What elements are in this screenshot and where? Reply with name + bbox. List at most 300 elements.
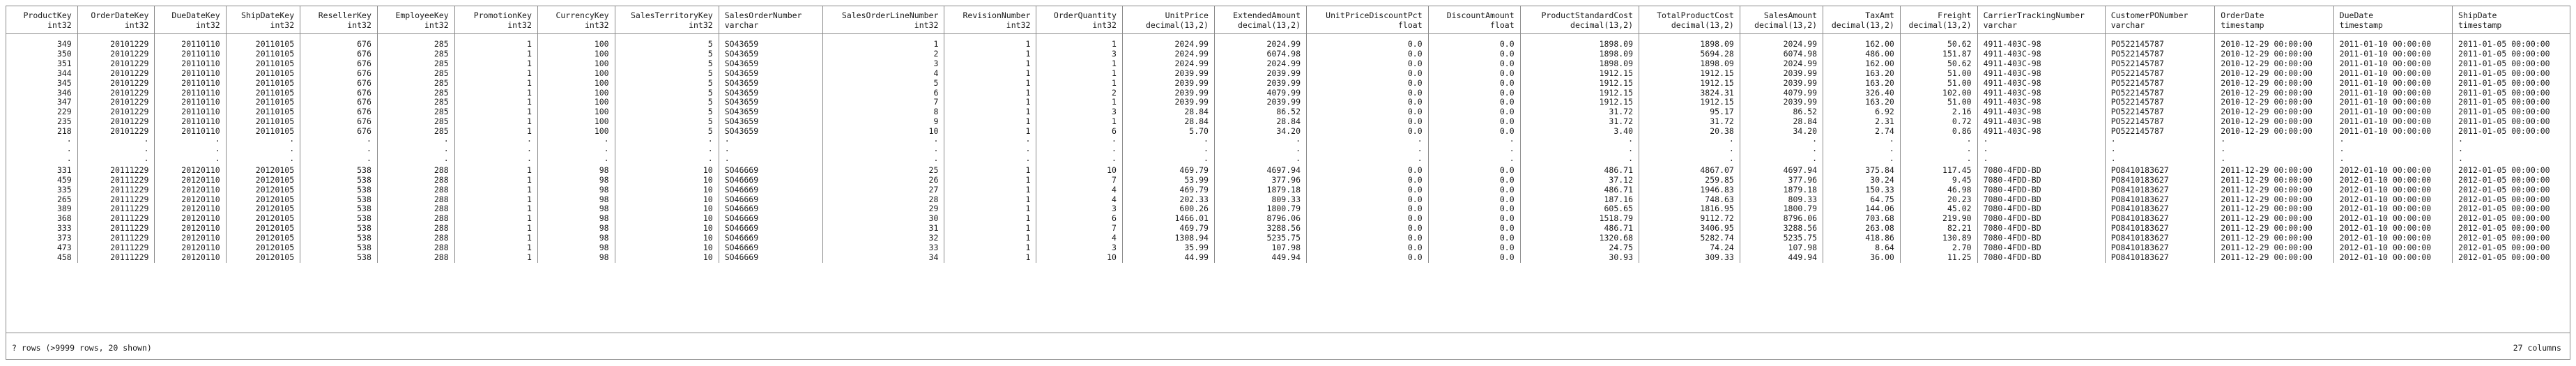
table-cell: PO8410183627 <box>2105 204 2215 214</box>
result-table-panel <box>6 6 2570 360</box>
table-cell: 1 <box>944 59 1036 69</box>
column-header-salesamount[interactable] <box>1740 6 1823 34</box>
table-cell: 5.70 <box>1122 127 1214 137</box>
table-cell: 0.0 <box>1307 176 1429 185</box>
table-cell: 5235.75 <box>1740 234 1823 243</box>
table-cell: SO43659 <box>719 98 822 107</box>
column-type: varchar <box>1983 20 2018 30</box>
table-cell: 538 <box>300 234 378 243</box>
column-name: PromotionKey <box>473 10 532 20</box>
table-cell: 10 <box>615 234 719 243</box>
table-row[interactable] <box>6 107 2570 117</box>
ellipsis-cell: · <box>1122 146 1214 156</box>
table-row[interactable] <box>6 49 2570 59</box>
table-cell: 2010-12-29 00:00:00 <box>2215 107 2333 117</box>
table-cell: 1912.15 <box>1520 98 1639 107</box>
table-cell: 7080-4FDD-BD <box>1977 195 2105 205</box>
table-cell: 1 <box>454 214 537 224</box>
table-row[interactable] <box>6 69 2570 79</box>
table-cell: 373 <box>6 234 77 243</box>
table-cell: 1 <box>454 195 537 205</box>
column-header-totalproductcost[interactable] <box>1639 6 1740 34</box>
ellipsis-cell: · <box>2105 137 2215 146</box>
table-row[interactable] <box>6 89 2570 98</box>
table-cell: 20110110 <box>155 107 226 117</box>
result-table <box>6 6 2570 263</box>
table-cell: 46.98 <box>1900 185 1977 195</box>
table-cell: 10 <box>615 214 719 224</box>
table-cell: 6.92 <box>1823 107 1901 117</box>
table-cell: 235 <box>6 117 77 127</box>
table-cell: 1 <box>454 127 537 137</box>
table-cell: 1 <box>944 195 1036 205</box>
column-header-duedate[interactable] <box>2333 6 2452 34</box>
table-cell: PO522145787 <box>2105 79 2215 89</box>
table-row[interactable] <box>6 34 2570 49</box>
column-header-promotionkey[interactable] <box>454 6 537 34</box>
table-cell: 163.20 <box>1823 79 1901 89</box>
table-cell: 2011-01-10 00:00:00 <box>2333 117 2452 127</box>
table-cell: 1800.79 <box>1740 204 1823 214</box>
ellipsis-cell: · <box>1900 137 1977 146</box>
table-row[interactable] <box>6 253 2570 263</box>
table-cell: 7080-4FDD-BD <box>1977 224 2105 234</box>
table-cell: 187.16 <box>1520 195 1639 205</box>
table-cell: 2010-12-29 00:00:00 <box>2215 49 2333 59</box>
table-cell: 5 <box>615 79 719 89</box>
table-cell: 469.79 <box>1122 166 1214 176</box>
column-type: decimal(13,2) <box>1671 20 1734 30</box>
table-cell: 1 <box>1036 69 1123 79</box>
table-cell: 20101229 <box>77 89 155 98</box>
table-row[interactable] <box>6 214 2570 224</box>
ellipsis-cell: · <box>1977 146 2105 156</box>
ellipsis-cell: · <box>77 146 155 156</box>
table-cell: 2012-01-05 00:00:00 <box>2458 243 2550 253</box>
column-header-shipdatekey[interactable] <box>226 6 300 34</box>
table-cell: 2024.99 <box>1122 49 1214 59</box>
table-cell: 2012-01-10 00:00:00 <box>2333 176 2452 185</box>
table-cell: 6 <box>1036 127 1123 137</box>
table-cell: 3288.56 <box>1214 224 1306 234</box>
column-header-orderdate[interactable] <box>2215 6 2333 34</box>
ellipsis-cell: · <box>1036 146 1123 156</box>
table-cell: 0.0 <box>1428 98 1520 107</box>
ellipsis-cell: · <box>1214 137 1306 146</box>
table-cell: 469.79 <box>1122 224 1214 234</box>
column-name: TotalProductCost <box>1657 10 1734 20</box>
table-cell: 459 <box>6 176 77 185</box>
column-header-shipdate[interactable] <box>2453 6 2570 34</box>
table-cell: 20120105 <box>226 224 300 234</box>
table-cell: 676 <box>300 127 378 137</box>
column-type: int32 <box>347 20 371 30</box>
table-cell: 50.62 <box>1900 59 1977 69</box>
column-header-currencykey[interactable] <box>537 6 615 34</box>
table-cell: 2024.99 <box>1122 59 1214 69</box>
table-cell: 538 <box>300 204 378 214</box>
ellipsis-cell: · <box>537 137 615 146</box>
table-cell: 20111229 <box>77 234 155 243</box>
table-cell: 7 <box>1036 176 1123 185</box>
column-name: SalesAmount <box>1763 10 1818 20</box>
ellipsis-cell: · <box>454 137 537 146</box>
column-header-carriertrackingnumber[interactable] <box>1977 6 2105 34</box>
column-header-salesterritorykey[interactable] <box>615 6 719 34</box>
table-cell: 3288.56 <box>1740 224 1823 234</box>
table-cell: 20111229 <box>77 176 155 185</box>
table-cell: 4911-403C-98 <box>1977 79 2105 89</box>
ellipsis-cell: · <box>300 137 378 146</box>
ellipsis-cell: · <box>6 156 77 166</box>
column-header-unitpricediscountpct[interactable] <box>1307 6 1429 34</box>
table-cell: 0.0 <box>1307 224 1429 234</box>
ellipsis-cell: · <box>300 146 378 156</box>
table-cell: 1 <box>454 107 537 117</box>
table-cell: 1 <box>454 49 537 59</box>
table-cell: 5 <box>615 117 719 127</box>
table-cell: 2011-01-05 00:00:00 <box>2458 88 2550 98</box>
column-header-salesordernumber[interactable] <box>719 6 822 34</box>
ellipsis-cell: · <box>719 146 822 156</box>
table-cell: 35.99 <box>1122 243 1214 253</box>
ellipsis-cell: · <box>1740 146 1823 156</box>
table-cell: 74.24 <box>1639 243 1740 253</box>
table-cell: 288 <box>377 166 454 176</box>
ellipsis-cell: · <box>822 146 944 156</box>
table-cell: 1466.01 <box>1122 214 1214 224</box>
table-cell: 1 <box>944 204 1036 214</box>
table-cell: 20110110 <box>155 34 226 49</box>
table-cell: 469.79 <box>1122 185 1214 195</box>
column-name: ProductKey <box>23 10 72 20</box>
table-cell: PO8410183627 <box>2105 234 2215 243</box>
table-cell: 20111229 <box>77 195 155 205</box>
column-header-productkey[interactable] <box>6 6 77 34</box>
table-cell: 1308.94 <box>1122 234 1214 243</box>
table-cell: 7 <box>822 98 944 107</box>
ellipsis-cell: · <box>2458 137 2463 146</box>
column-name: DiscountAmount <box>1446 10 1515 20</box>
ellipsis-cell: · <box>77 156 155 166</box>
table-cell: 0.0 <box>1307 107 1429 117</box>
ellipsis-cell: · <box>2215 146 2333 156</box>
table-cell: 102.00 <box>1900 89 1977 98</box>
column-header-freight[interactable] <box>1900 6 1977 34</box>
table-cell: 53.99 <box>1122 176 1214 185</box>
table-row[interactable] <box>6 79 2570 89</box>
table-cell: 144.06 <box>1823 204 1901 214</box>
table-body <box>6 34 2570 263</box>
column-type: decimal(13,2) <box>1754 20 1818 30</box>
table-cell: 1 <box>454 59 537 69</box>
table-cell: 0.0 <box>1428 185 1520 195</box>
table-cell: 1 <box>1036 59 1123 69</box>
table-cell: 1912.15 <box>1639 79 1740 89</box>
table-cell: PO522145787 <box>2105 107 2215 117</box>
table-row[interactable] <box>6 185 2570 195</box>
table-cell: 20120105 <box>226 214 300 224</box>
table-cell: 100 <box>537 127 615 137</box>
table-cell: 11.25 <box>1900 253 1977 263</box>
table-cell: 37.12 <box>1520 176 1639 185</box>
table-cell: 1 <box>454 185 537 195</box>
column-header-employeekey[interactable] <box>377 6 454 34</box>
table-cell: 1 <box>1036 98 1123 107</box>
table-cell: 24.75 <box>1520 243 1639 253</box>
table-cell: 98 <box>537 253 615 263</box>
table-cell: 809.33 <box>1740 195 1823 205</box>
table-cell: 309.33 <box>1639 253 1740 263</box>
table-cell: 5694.28 <box>1639 49 1740 59</box>
column-header-extendedamount[interactable] <box>1214 6 1306 34</box>
table-row[interactable] <box>6 176 2570 185</box>
table-cell: 0.0 <box>1307 185 1429 195</box>
table-cell: 2011-01-10 00:00:00 <box>2333 59 2452 69</box>
table-cell: 748.63 <box>1639 195 1740 205</box>
column-name: RevisionNumber <box>963 10 1031 20</box>
table-cell: 538 <box>300 195 378 205</box>
table-cell: 285 <box>377 69 454 79</box>
table-cell: 3.40 <box>1520 127 1639 137</box>
column-name: CustomerPONumber <box>2110 10 2188 20</box>
table-cell: 1879.18 <box>1740 185 1823 195</box>
column-header-customerponumber[interactable] <box>2105 6 2215 34</box>
column-header-unitprice[interactable] <box>1122 6 1214 34</box>
column-header-revisionnumber[interactable] <box>944 6 1036 34</box>
table-cell: 98 <box>537 166 615 176</box>
table-cell: 2024.99 <box>1740 59 1823 69</box>
table-cell: 0.0 <box>1428 79 1520 89</box>
table-cell: 98 <box>537 185 615 195</box>
table-cell: 7080-4FDD-BD <box>1977 234 2105 243</box>
table-cell: 34 <box>822 253 944 263</box>
column-type: int32 <box>584 20 609 30</box>
table-cell: 34.20 <box>1740 127 1823 137</box>
table-cell: 2012-01-05 00:00:00 <box>2458 195 2550 204</box>
table-cell: 335 <box>6 185 77 195</box>
table-cell: 2012-01-05 00:00:00 <box>2458 185 2550 195</box>
table-cell: 10 <box>822 127 944 137</box>
table-cell: 20120110 <box>155 204 226 214</box>
table-cell: 20101229 <box>77 49 155 59</box>
table-cell: 288 <box>377 243 454 253</box>
table-cell: 5 <box>615 49 719 59</box>
column-header-resellerkey[interactable] <box>300 6 378 34</box>
table-cell: 202.33 <box>1122 195 1214 205</box>
table-cell: 346 <box>6 89 77 98</box>
table-cell: 4697.94 <box>1740 166 1823 176</box>
table-cell: 1 <box>944 185 1036 195</box>
table-cell: PO8410183627 <box>2105 243 2215 253</box>
table-cell: 4911-403C-98 <box>1977 98 2105 107</box>
column-name: EmployeeKey <box>395 10 449 20</box>
table-cell: 0.0 <box>1307 166 1429 176</box>
table-cell: 0.0 <box>1307 127 1429 137</box>
table-cell: 28.84 <box>1214 117 1306 127</box>
table-cell: 0.0 <box>1307 253 1429 263</box>
table-cell: 130.89 <box>1900 234 1977 243</box>
table-cell: 486.71 <box>1520 166 1639 176</box>
table-cell: 0.0 <box>1428 127 1520 137</box>
table-cell: 2012-01-05 00:00:00 <box>2458 252 2550 262</box>
table-cell: 288 <box>377 204 454 214</box>
table-cell: 449.94 <box>1214 253 1306 263</box>
table-cell: 44.99 <box>1122 253 1214 263</box>
column-header-duedatekey[interactable] <box>155 6 226 34</box>
ellipsis-cell: · <box>822 156 944 166</box>
table-cell: 6074.98 <box>1740 49 1823 59</box>
table-cell: 2012-01-10 00:00:00 <box>2333 185 2452 195</box>
column-type: int32 <box>689 20 713 30</box>
column-header-salesorderlinenumber[interactable] <box>822 6 944 34</box>
table-cell: 1898.09 <box>1520 59 1639 69</box>
ellipsis-cell: · <box>454 146 537 156</box>
column-name: DueDateKey <box>171 10 220 20</box>
table-cell: 100 <box>537 59 615 69</box>
table-row[interactable] <box>6 127 2570 137</box>
table-cell: 486.71 <box>1520 224 1639 234</box>
table-cell: 3 <box>822 59 944 69</box>
table-cell: 288 <box>377 234 454 243</box>
table-cell: 29 <box>822 204 944 214</box>
table-cell: 676 <box>300 59 378 69</box>
table-row[interactable] <box>6 195 2570 205</box>
table-row[interactable] <box>6 243 2570 253</box>
table-cell: 100 <box>537 98 615 107</box>
table-cell: 1 <box>454 234 537 243</box>
table-cell: PO8410183627 <box>2105 195 2215 205</box>
ellipsis-cell: · <box>1900 156 1977 166</box>
table-cell: 1 <box>454 243 537 253</box>
table-cell: 676 <box>300 34 378 49</box>
table-cell: 538 <box>300 253 378 263</box>
table-cell: 1 <box>944 253 1036 263</box>
table-viewport[interactable] <box>6 6 2570 333</box>
column-name: UnitPriceDiscountPct <box>1326 10 1423 20</box>
table-cell: 389 <box>6 204 77 214</box>
column-header-orderdatekey[interactable] <box>77 6 155 34</box>
table-cell: 3824.31 <box>1639 89 1740 98</box>
table-row[interactable] <box>6 234 2570 243</box>
ellipsis-cell: · <box>454 156 537 166</box>
table-cell: 2011-12-29 00:00:00 <box>2215 176 2333 185</box>
ellipsis-cell: · <box>944 156 1036 166</box>
table-cell: 20120110 <box>155 195 226 205</box>
table-cell: 331 <box>6 166 77 176</box>
column-header-taxamt[interactable] <box>1823 6 1901 34</box>
table-cell: 2 <box>1036 89 1123 98</box>
table-cell: 351 <box>6 59 77 69</box>
table-cell: 2012-01-05 00:00:00 <box>2458 165 2550 175</box>
table-cell: 0.0 <box>1428 166 1520 176</box>
table-cell: 1898.09 <box>1639 59 1740 69</box>
column-type: decimal(13,2) <box>1908 20 1972 30</box>
table-cell: 0.0 <box>1307 59 1429 69</box>
table-cell: 0.86 <box>1900 127 1977 137</box>
table-cell: SO46669 <box>719 166 822 176</box>
table-cell: 2011-01-10 00:00:00 <box>2333 69 2452 79</box>
table-cell: 4911-403C-98 <box>1977 59 2105 69</box>
table-cell: SO46669 <box>719 234 822 243</box>
table-cell: 538 <box>300 166 378 176</box>
table-cell: 1800.79 <box>1214 204 1306 214</box>
table-cell: 2011-01-10 00:00:00 <box>2333 98 2452 107</box>
table-cell: 0.0 <box>1428 117 1520 127</box>
table-cell: 2011-01-05 00:00:00 <box>2458 39 2550 49</box>
table-row[interactable] <box>6 59 2570 69</box>
table-cell: 4 <box>1036 195 1123 205</box>
ellipsis-cell: · <box>615 137 719 146</box>
table-cell: 2039.99 <box>1740 69 1823 79</box>
ellipsis-cell: · <box>226 146 300 156</box>
table-cell: 32 <box>822 234 944 243</box>
table-cell: 8796.06 <box>1214 214 1306 224</box>
table-cell: 20111229 <box>77 185 155 195</box>
column-header-discountamount[interactable] <box>1428 6 1520 34</box>
table-cell: 676 <box>300 117 378 127</box>
ellipsis-cell: · <box>6 137 77 146</box>
ellipsis-cell: · <box>1740 156 1823 166</box>
table-cell: 2011-01-10 00:00:00 <box>2333 89 2452 98</box>
table-row[interactable] <box>6 224 2570 234</box>
table-cell: 10 <box>615 195 719 205</box>
table-row[interactable] <box>6 117 2570 127</box>
ellipsis-cell: · <box>2105 156 2215 166</box>
table-cell: 20120110 <box>155 166 226 176</box>
table-cell: 2039.99 <box>1122 79 1214 89</box>
column-type: int32 <box>1092 20 1117 30</box>
table-cell: 20110110 <box>155 127 226 137</box>
table-cell: 4911-403C-98 <box>1977 127 2105 137</box>
ellipsis-cell: · <box>615 156 719 166</box>
table-cell: 1320.68 <box>1520 234 1639 243</box>
table-cell: 20120110 <box>155 176 226 185</box>
ellipsis-cell: · <box>377 137 454 146</box>
table-cell: 151.87 <box>1900 49 1977 59</box>
column-header-orderquantity[interactable] <box>1036 6 1123 34</box>
table-cell: 676 <box>300 107 378 117</box>
table-cell: SO43659 <box>719 107 822 117</box>
column-name: SalesOrderNumber <box>724 10 802 20</box>
table-cell: 20101229 <box>77 59 155 69</box>
table-row[interactable] <box>6 98 2570 107</box>
table-cell: 28 <box>822 195 944 205</box>
table-cell: SO43659 <box>719 34 822 49</box>
table-cell: PO8410183627 <box>2105 224 2215 234</box>
table-row[interactable] <box>6 204 2570 214</box>
table-cell: 1 <box>944 34 1036 49</box>
table-cell: 163.20 <box>1823 98 1901 107</box>
table-cell: 0.0 <box>1428 69 1520 79</box>
column-header-productstandardcost[interactable] <box>1520 6 1639 34</box>
ellipsis-cell: · <box>1977 137 2105 146</box>
table-cell: 1898.09 <box>1639 34 1740 49</box>
table-cell: 100 <box>537 49 615 59</box>
table-cell: 20110110 <box>155 49 226 59</box>
table-cell: PO522145787 <box>2105 49 2215 59</box>
table-row[interactable] <box>6 166 2570 176</box>
table-cell: PO8410183627 <box>2105 214 2215 224</box>
table-cell: 20101229 <box>77 117 155 127</box>
table-cell: 2011-01-05 00:00:00 <box>2458 98 2550 107</box>
table-cell: 538 <box>300 243 378 253</box>
table-cell: 2011-01-05 00:00:00 <box>2458 127 2550 137</box>
table-cell: 2012-01-10 00:00:00 <box>2333 204 2452 214</box>
table-cell: 5 <box>615 59 719 69</box>
table-cell: 1 <box>944 214 1036 224</box>
table-cell: 2012-01-10 00:00:00 <box>2333 243 2452 253</box>
